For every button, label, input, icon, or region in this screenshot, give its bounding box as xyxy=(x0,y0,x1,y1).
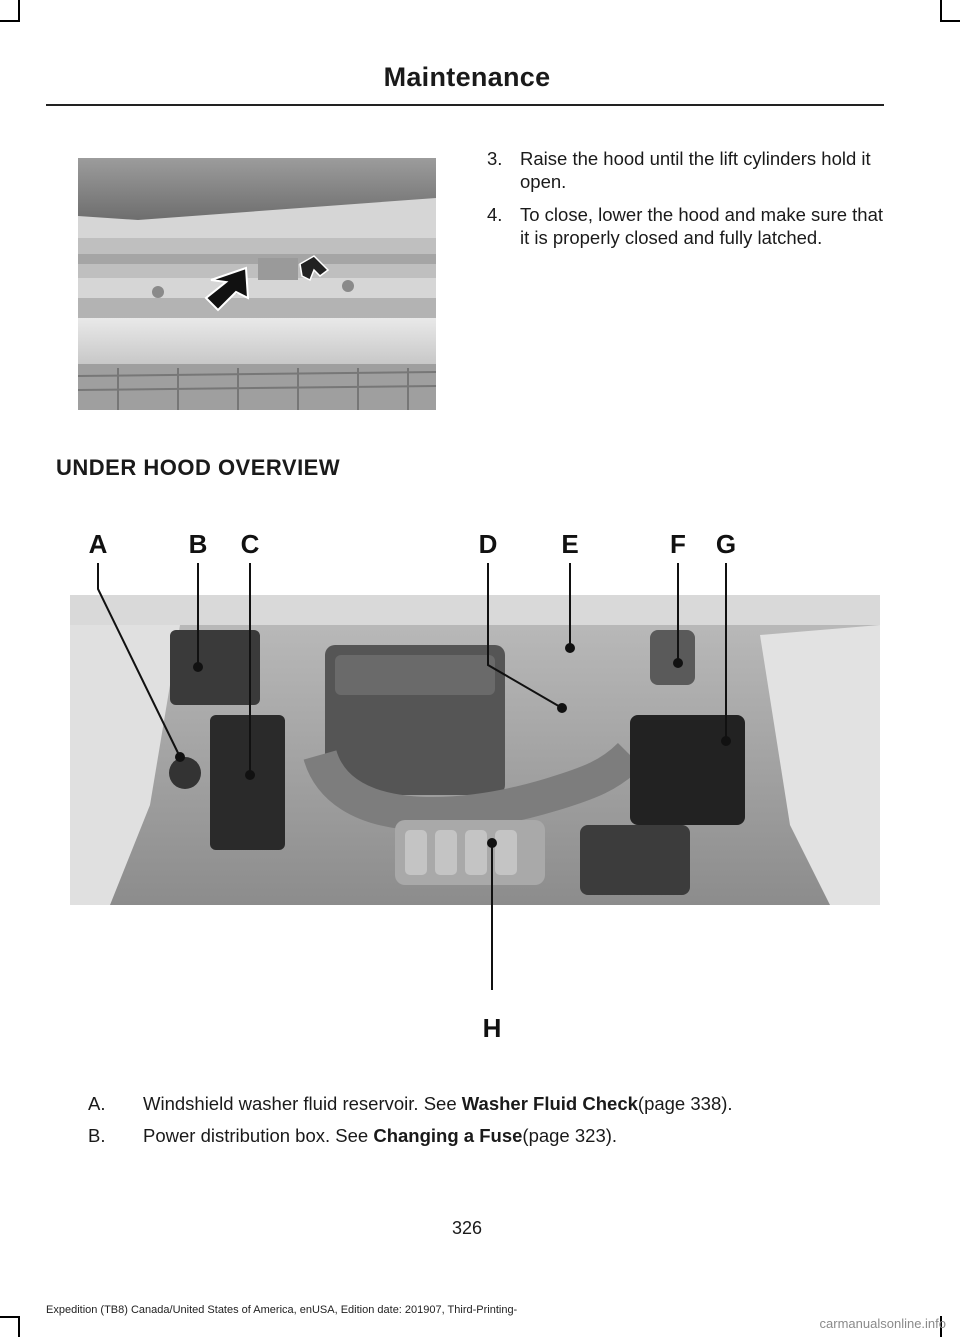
crop-mark-bottom-left-h xyxy=(0,1316,20,1318)
legend-item xyxy=(88,1093,733,1115)
step-item xyxy=(487,147,887,193)
callout-label: G xyxy=(715,529,737,559)
step-item xyxy=(487,203,887,249)
legend-link[interactable]: Changing a Fuse xyxy=(373,1125,523,1146)
hood-latch-image xyxy=(78,158,436,410)
header-divider xyxy=(46,104,884,106)
legend-link[interactable]: Washer Fluid Check xyxy=(461,1093,638,1114)
legend-letter: A. xyxy=(88,1093,106,1114)
callout-label: A xyxy=(88,529,108,559)
legend-text: Windshield washer fluid reservoir. See xyxy=(143,1093,457,1114)
step-number: 4. xyxy=(487,204,503,225)
engine-bay-image xyxy=(70,525,880,1045)
step-number: 3. xyxy=(487,148,503,169)
step-text: Raise the hood until the lift cylinders hold it open. xyxy=(520,148,871,192)
crop-mark-top-right-v xyxy=(940,0,942,22)
crop-mark-bottom-left-v xyxy=(18,1316,20,1337)
legend-page: (page 338). xyxy=(637,1093,733,1114)
legend-letter: B. xyxy=(88,1125,106,1146)
callout-label: C xyxy=(240,529,260,559)
page-number: 326 xyxy=(451,1218,483,1238)
callout-label: H xyxy=(482,1013,502,1043)
crop-mark-top-left-h xyxy=(0,20,20,22)
legend-page: (page 323). xyxy=(522,1125,618,1146)
legend-text: Power distribution box. See xyxy=(143,1125,369,1146)
legend-item xyxy=(88,1125,617,1147)
watermark: carmanualsonline.info xyxy=(819,1316,946,1331)
footer-edition: Expedition (TB8) Canada/United States of America, enUSA, Edition date: 201907, Third-Printing- xyxy=(46,1304,518,1316)
procedure-steps xyxy=(487,147,887,259)
callout-label: D xyxy=(478,529,498,559)
callout-label: B xyxy=(188,529,208,559)
callout-label: E xyxy=(561,529,579,559)
crop-mark-top-left-v xyxy=(18,0,20,22)
page-title: Maintenance xyxy=(383,62,551,92)
step-text: To close, lower the hood and make sure that it is properly closed and fully latched. xyxy=(520,204,884,248)
callout-label: F xyxy=(670,529,686,559)
section-heading: UNDER HOOD OVERVIEW xyxy=(56,455,341,480)
crop-mark-top-right-h xyxy=(940,20,960,22)
